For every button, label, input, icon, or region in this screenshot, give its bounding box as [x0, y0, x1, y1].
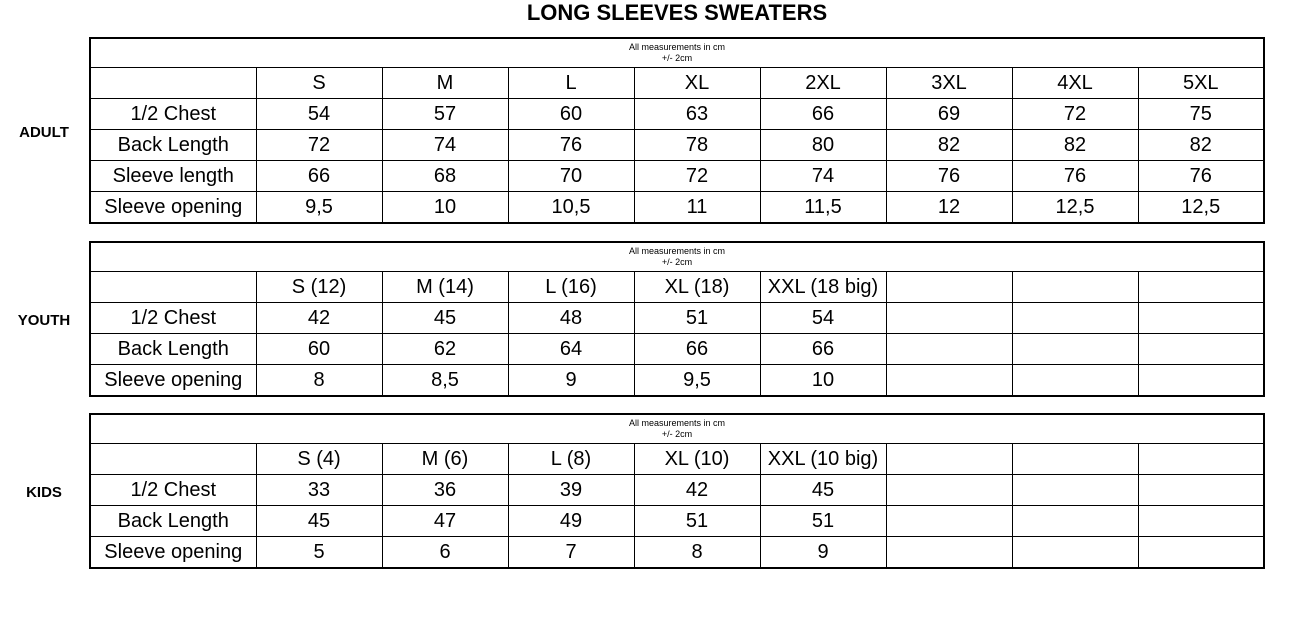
measurement-value: 76 [886, 161, 1012, 192]
measurement-name: Sleeve opening [90, 192, 256, 224]
measurement-value [886, 475, 1012, 506]
measurement-value: 7 [508, 537, 634, 569]
size-header-cell: S (4) [256, 444, 382, 475]
measurement-value: 42 [634, 475, 760, 506]
measurement-note [90, 414, 1264, 444]
measurement-value [1012, 365, 1138, 397]
measurement-value: 68 [382, 161, 508, 192]
measurement-value: 9 [760, 537, 886, 569]
measurement-value [1138, 365, 1264, 397]
measurement-row [90, 475, 1264, 506]
measurement-value: 76 [1138, 161, 1264, 192]
size-header-cell: L (16) [508, 272, 634, 303]
measurement-value: 60 [508, 99, 634, 130]
measurement-row [90, 99, 1264, 130]
measurement-value: 36 [382, 475, 508, 506]
measurement-value [886, 365, 1012, 397]
measurement-note-row [90, 414, 1264, 444]
measurement-value: 60 [256, 334, 382, 365]
size-table-kids [89, 413, 1265, 569]
size-header-row [90, 444, 1264, 475]
size-header-cell: 3XL [886, 68, 1012, 99]
measurement-value [886, 334, 1012, 365]
size-header-cell: 4XL [1012, 68, 1138, 99]
measurement-note-tolerance: +/- 2cm [661, 53, 693, 63]
measurement-value: 5 [256, 537, 382, 569]
measurement-name: Sleeve opening [90, 365, 256, 397]
measurement-name: Back Length [90, 506, 256, 537]
measurement-value: 72 [1012, 99, 1138, 130]
measurement-note-unit: All measurements in cm [628, 418, 726, 428]
measurement-value: 9,5 [634, 365, 760, 397]
measurement-value: 8,5 [382, 365, 508, 397]
header-corner-cell [90, 272, 256, 303]
measurement-value [1138, 334, 1264, 365]
size-header-cell: XXL (10 big) [760, 444, 886, 475]
section-label-adult: ADULT [19, 124, 69, 141]
size-header-row [90, 68, 1264, 99]
measurement-name: 1/2 Chest [90, 303, 256, 334]
measurement-note-tolerance: +/- 2cm [661, 429, 693, 439]
measurement-value [1138, 303, 1264, 334]
measurement-value: 69 [886, 99, 1012, 130]
measurement-value: 12,5 [1138, 192, 1264, 224]
measurement-value: 10,5 [508, 192, 634, 224]
header-corner-cell [90, 444, 256, 475]
measurement-value: 54 [760, 303, 886, 334]
measurement-value: 72 [256, 130, 382, 161]
measurement-row [90, 506, 1264, 537]
measurement-value: 11,5 [760, 192, 886, 224]
measurement-row [90, 161, 1264, 192]
measurement-row [90, 365, 1264, 397]
measurement-value: 57 [382, 99, 508, 130]
measurement-value [1012, 475, 1138, 506]
measurement-value: 11 [634, 192, 760, 224]
measurement-value: 51 [760, 506, 886, 537]
measurement-value: 47 [382, 506, 508, 537]
measurement-row [90, 537, 1264, 569]
measurement-value: 82 [1012, 130, 1138, 161]
size-header-cell: S (12) [256, 272, 382, 303]
measurement-value: 62 [382, 334, 508, 365]
measurement-value [886, 537, 1012, 569]
measurement-name: Sleeve length [90, 161, 256, 192]
header-corner-cell [90, 68, 256, 99]
size-header-cell: XL (18) [634, 272, 760, 303]
section-label-youth: YOUTH [17, 312, 71, 329]
measurement-value: 80 [760, 130, 886, 161]
size-header-cell: M (6) [382, 444, 508, 475]
size-header-cell: XL [634, 68, 760, 99]
measurement-value [1138, 537, 1264, 569]
measurement-value: 82 [886, 130, 1012, 161]
measurement-note-row [90, 38, 1264, 68]
size-header-cell [886, 272, 1012, 303]
measurement-row [90, 303, 1264, 334]
measurement-value: 45 [382, 303, 508, 334]
measurement-row [90, 130, 1264, 161]
measurement-value: 45 [256, 506, 382, 537]
measurement-value [886, 303, 1012, 334]
size-header-cell: XXL (18 big) [760, 272, 886, 303]
size-header-cell: XL (10) [634, 444, 760, 475]
measurement-value [1012, 334, 1138, 365]
measurement-row [90, 334, 1264, 365]
size-header-cell [1012, 444, 1138, 475]
measurement-value: 8 [634, 537, 760, 569]
measurement-note-row [90, 242, 1264, 272]
measurement-value: 39 [508, 475, 634, 506]
measurement-name: 1/2 Chest [90, 475, 256, 506]
measurement-value: 66 [760, 99, 886, 130]
measurement-name: Sleeve opening [90, 537, 256, 569]
measurement-value: 72 [634, 161, 760, 192]
measurement-value: 8 [256, 365, 382, 397]
size-header-row [90, 272, 1264, 303]
size-header-cell [886, 444, 1012, 475]
measurement-note-tolerance: +/- 2cm [661, 257, 693, 267]
measurement-value: 42 [256, 303, 382, 334]
measurement-value: 76 [1012, 161, 1138, 192]
measurement-value [1012, 506, 1138, 537]
measurement-value: 12,5 [1012, 192, 1138, 224]
measurement-note-unit: All measurements in cm [628, 246, 726, 256]
measurement-value: 76 [508, 130, 634, 161]
measurement-value: 9 [508, 365, 634, 397]
size-header-cell: 5XL [1138, 68, 1264, 99]
measurement-value: 64 [508, 334, 634, 365]
measurement-note [90, 242, 1264, 272]
measurement-value: 51 [634, 303, 760, 334]
size-header-cell: M (14) [382, 272, 508, 303]
measurement-note [90, 38, 1264, 68]
measurement-value: 12 [886, 192, 1012, 224]
measurement-name: 1/2 Chest [90, 99, 256, 130]
measurement-value [1138, 475, 1264, 506]
section-label-kids: KIDS [26, 484, 62, 501]
measurement-value: 66 [256, 161, 382, 192]
measurement-value: 10 [760, 365, 886, 397]
measurement-value: 48 [508, 303, 634, 334]
page-title: LONG SLEEVES SWEATERS [526, 0, 828, 25]
measurement-value: 66 [760, 334, 886, 365]
measurement-value: 66 [634, 334, 760, 365]
size-header-cell [1138, 444, 1264, 475]
measurement-value: 78 [634, 130, 760, 161]
measurement-value: 6 [382, 537, 508, 569]
measurement-value: 74 [382, 130, 508, 161]
size-header-cell: 2XL [760, 68, 886, 99]
measurement-name: Back Length [90, 334, 256, 365]
measurement-value: 82 [1138, 130, 1264, 161]
measurement-value: 10 [382, 192, 508, 224]
measurement-value [1012, 537, 1138, 569]
measurement-value: 33 [256, 475, 382, 506]
measurement-value: 9,5 [256, 192, 382, 224]
measurement-value: 49 [508, 506, 634, 537]
measurement-value [1138, 506, 1264, 537]
measurement-name: Back Length [90, 130, 256, 161]
measurement-value [1012, 303, 1138, 334]
size-table-adult [89, 37, 1265, 224]
size-header-cell: L (8) [508, 444, 634, 475]
measurement-value: 45 [760, 475, 886, 506]
size-table-youth [89, 241, 1265, 397]
measurement-row [90, 192, 1264, 224]
measurement-value: 74 [760, 161, 886, 192]
measurement-value: 54 [256, 99, 382, 130]
measurement-value: 51 [634, 506, 760, 537]
size-header-cell [1138, 272, 1264, 303]
measurement-value: 70 [508, 161, 634, 192]
size-header-cell [1012, 272, 1138, 303]
measurement-note-unit: All measurements in cm [628, 42, 726, 52]
size-header-cell: S [256, 68, 382, 99]
measurement-value: 63 [634, 99, 760, 130]
measurement-value [886, 506, 1012, 537]
size-header-cell: M [382, 68, 508, 99]
size-header-cell: L [508, 68, 634, 99]
measurement-value: 75 [1138, 99, 1264, 130]
